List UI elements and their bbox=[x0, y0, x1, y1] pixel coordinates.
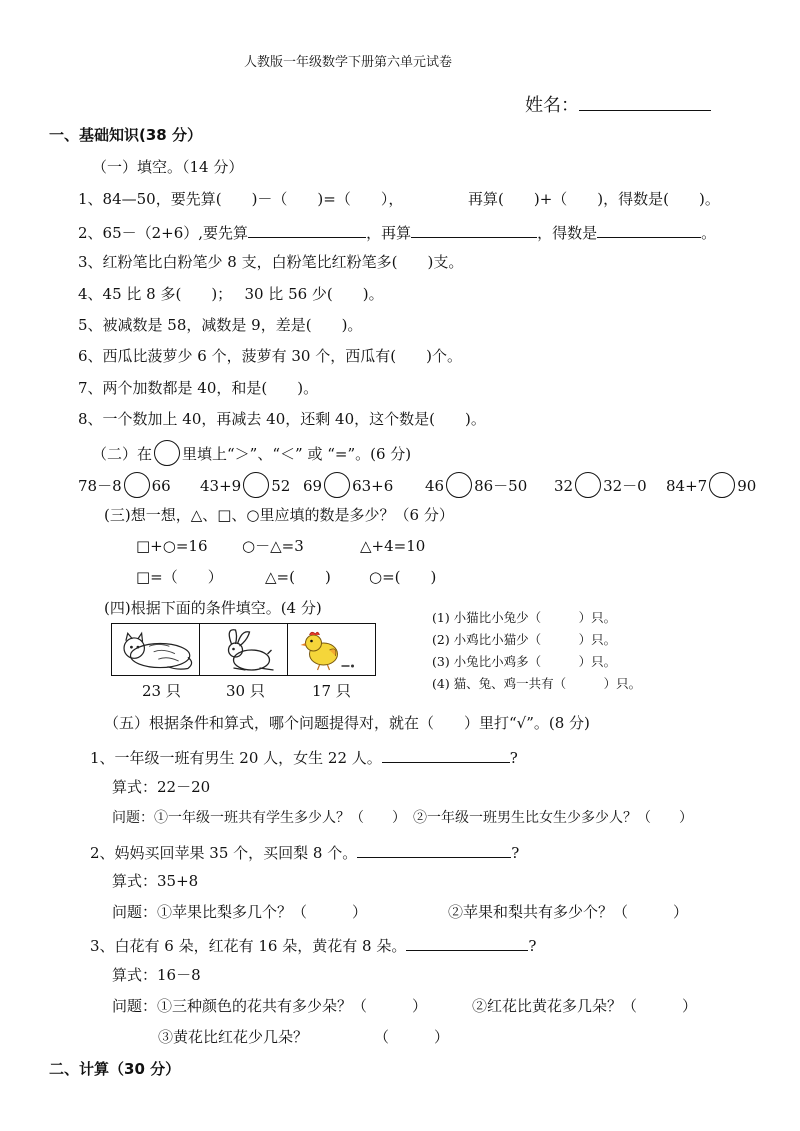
part2-heading-a: （二）在 bbox=[92, 445, 153, 463]
question-8: 8、一个数加上 40，再减去 40，还剩 40，这个数是( )。 bbox=[78, 410, 486, 428]
name-label-text: 姓名： bbox=[525, 95, 579, 116]
compare-left: 46 bbox=[425, 477, 445, 495]
compare-circle[interactable] bbox=[243, 472, 269, 498]
chick-count: 17 只 bbox=[312, 682, 351, 700]
compare-item bbox=[200, 474, 290, 500]
name-label bbox=[525, 92, 711, 115]
question-4: 4、45 比 8 多( )； 30 比 56 少( )。 bbox=[78, 285, 384, 303]
page-title: 人教版一年级数学下册第六单元试卷 bbox=[244, 55, 453, 70]
part4-question: (3) 小兔比小鸡多（ ）只。 bbox=[432, 654, 617, 669]
problem-2-question-b: ②苹果和梨共有多少个？（ ） bbox=[448, 903, 689, 921]
question-1a: 1、84—50，要先算( )－（ )=（ ）， bbox=[78, 190, 404, 208]
part5-heading: （五）根据条件和算式，哪个问题提得对，就在（ ）里打“√”。(8 分) bbox=[104, 714, 590, 732]
problem-2-blank[interactable] bbox=[357, 843, 511, 858]
name-blank[interactable] bbox=[579, 92, 711, 111]
cat-count: 23 只 bbox=[142, 682, 181, 700]
problem-1-condition: 1、一年级一班有男生 20 人，女生 22 人。 bbox=[90, 749, 382, 767]
q2-blank-2[interactable] bbox=[411, 223, 537, 238]
compare-circle[interactable] bbox=[446, 472, 472, 498]
part1-heading: （一）填空。（14 分） bbox=[92, 158, 244, 176]
question-6: 6、西瓜比菠萝少 6 个，菠萝有 30 个，西瓜有( )个。 bbox=[78, 347, 462, 365]
rabbit-icon bbox=[200, 624, 288, 675]
q2-text-d: 。 bbox=[701, 224, 717, 242]
problem-1-questions: 问题：①一年级一班共有学生多少人？（ ） ②一年级一班男生比女生少多少人？（ ） bbox=[112, 810, 693, 826]
question-5: 5、被减数是 58，减数是 9，差是( )。 bbox=[78, 316, 363, 334]
compare-circle[interactable] bbox=[575, 472, 601, 498]
problem-2-question-a: 问题：①苹果比梨多几个？（ ） bbox=[112, 903, 368, 921]
part2-heading-b: 里填上“＞”、“＜” 或 “=”。(6 分) bbox=[182, 445, 412, 463]
question-1b: 再算( )+（ )，得数是( )。 bbox=[468, 190, 720, 208]
part2-heading bbox=[92, 442, 411, 468]
compare-right: 66 bbox=[151, 477, 171, 495]
compare-left: 32 bbox=[554, 477, 574, 495]
problem-1-blank[interactable] bbox=[382, 748, 510, 763]
q2-text-a: 2、65－（2+6）,要先算 bbox=[78, 224, 249, 242]
part4-question: (2) 小鸡比小猫少（ ）只。 bbox=[432, 632, 617, 647]
compare-right: 63+6 bbox=[352, 477, 394, 495]
compare-right: 32－0 bbox=[603, 477, 647, 495]
equation-3: △+4=10 bbox=[360, 537, 426, 555]
compare-item bbox=[425, 474, 527, 500]
problem-3-blank[interactable] bbox=[406, 936, 528, 951]
cat-drawing bbox=[112, 624, 199, 675]
problem-1-qmark: ? bbox=[509, 749, 518, 767]
answer-circle: ○=( ) bbox=[369, 568, 437, 586]
problem-3-question-a: 问题：①三种颜色的花共有多少朵？（ ） bbox=[112, 997, 428, 1015]
question-7: 7、两个加数都是 40，和是( )。 bbox=[78, 379, 319, 397]
compare-circle[interactable] bbox=[709, 472, 735, 498]
question-2 bbox=[78, 223, 716, 241]
compare-left: 43+9 bbox=[200, 477, 242, 495]
part4-question: (4) 猫、兔、鸡一共有（ ）只。 bbox=[432, 676, 642, 691]
problem-3-condition: 3、白花有 6 朵，红花有 16 朵，黄花有 8 朵。 bbox=[90, 937, 407, 955]
chick-icon bbox=[288, 624, 375, 675]
compare-item bbox=[78, 474, 171, 500]
q2-text-b: ，再算 bbox=[366, 224, 412, 242]
cat-icon bbox=[112, 624, 200, 675]
q2-blank-3[interactable] bbox=[597, 223, 701, 238]
problem-2 bbox=[90, 843, 519, 861]
circle-icon bbox=[154, 440, 180, 466]
answer-triangle: △=( ) bbox=[265, 568, 331, 586]
compare-item bbox=[303, 474, 393, 500]
compare-circle[interactable] bbox=[324, 472, 350, 498]
compare-left: 84+7 bbox=[666, 477, 708, 495]
equation-1: □+○=16 bbox=[136, 537, 208, 555]
compare-left: 69 bbox=[303, 477, 323, 495]
answer-square: □=（ ） bbox=[136, 568, 223, 586]
animal-pictures bbox=[111, 623, 376, 676]
rabbit-drawing bbox=[200, 624, 287, 675]
problem-3-qmark: ? bbox=[528, 937, 537, 955]
problem-2-qmark: ? bbox=[511, 844, 520, 862]
problem-2-condition: 2、妈妈买回苹果 35 个，买回梨 8 个。 bbox=[90, 844, 358, 862]
rabbit-count: 30 只 bbox=[226, 682, 265, 700]
problem-1 bbox=[90, 748, 518, 766]
problem-3-question-c-blank: （ ） bbox=[374, 1028, 450, 1046]
section-2-heading: 二、计算（30 分） bbox=[49, 1060, 181, 1078]
section-1-heading: 一、基础知识(38 分） bbox=[49, 126, 202, 144]
equation-2: ○－△=3 bbox=[242, 537, 304, 555]
problem-3 bbox=[90, 936, 536, 954]
compare-circle[interactable] bbox=[124, 472, 150, 498]
part3-heading: (三)想一想，△、□、○里应填的数是多少？（6 分） bbox=[104, 506, 454, 524]
part4-heading: (四)根据下面的条件填空。(4 分) bbox=[104, 599, 322, 617]
question-3: 3、红粉笔比白粉笔少 8 支，白粉笔比红粉笔多( )支。 bbox=[78, 253, 464, 271]
problem-3-formula: 算式：16－8 bbox=[112, 966, 201, 984]
compare-left: 78－8 bbox=[78, 477, 122, 495]
chick-drawing bbox=[288, 624, 375, 675]
problem-1-formula: 算式：22－20 bbox=[112, 778, 211, 796]
part4-question: (1) 小猫比小兔少（ ）只。 bbox=[432, 610, 617, 625]
compare-right: 90 bbox=[737, 477, 757, 495]
compare-item bbox=[666, 474, 756, 500]
q2-text-c: ，得数是 bbox=[537, 224, 598, 242]
compare-right: 52 bbox=[271, 477, 291, 495]
problem-3-question-b: ②红花比黄花多几朵？（ ） bbox=[472, 997, 698, 1015]
q2-blank-1[interactable] bbox=[248, 223, 366, 238]
problem-2-formula: 算式：35+8 bbox=[112, 872, 199, 890]
compare-right: 86－50 bbox=[474, 477, 528, 495]
compare-item bbox=[554, 474, 647, 500]
problem-3-question-c: ③黄花比红花少几朵？ bbox=[158, 1028, 309, 1046]
